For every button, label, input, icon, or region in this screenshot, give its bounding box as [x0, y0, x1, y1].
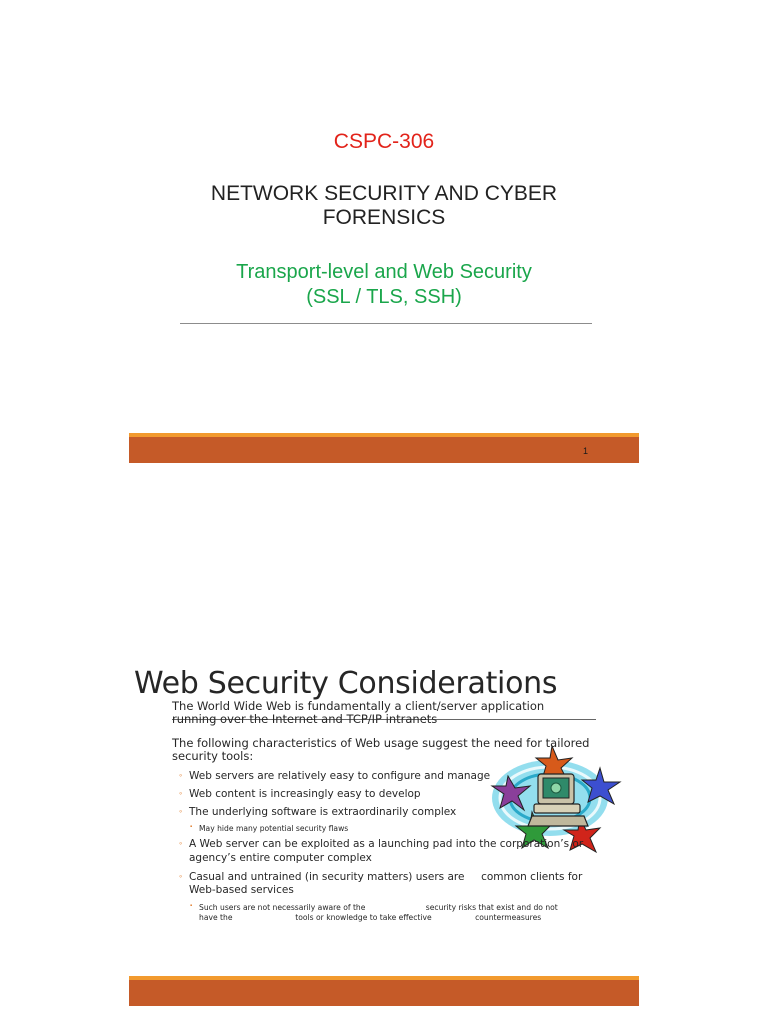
bullet-item: Web servers are relatively easy to configure and manage	[189, 770, 491, 782]
bullet-marker: ◦	[179, 806, 183, 816]
topic-subtitle	[150, 260, 618, 310]
para2-line2: security tools:	[172, 749, 254, 763]
slide2-title: Web Security Considerations	[134, 666, 558, 701]
sub-bullet-marker: ▪	[190, 903, 193, 909]
para1-line2: running over the Internet and TCP/IP intranets	[172, 712, 438, 726]
bullet-item-line1: Casual and untrained (in security matters) users are common clients for	[189, 871, 583, 883]
sub-bullet-item-line1: Such users are not necessarily aware of the security risks that exist and do not	[199, 903, 558, 912]
slide1-footer-band	[129, 437, 639, 463]
title-divider	[180, 323, 592, 324]
bullet-item-line2: Web-based services	[189, 884, 294, 896]
para2-line1: The following characteristics of Web usage suggest the need for tailored	[172, 736, 590, 750]
sub-bullet-item-line2: have the tools or knowledge to take effective countermeasures	[199, 913, 542, 922]
bullet-marker: ◦	[179, 770, 183, 780]
topic-line2: (SSL / TLS, SSH)	[306, 286, 462, 308]
bullet-marker: ◦	[179, 871, 183, 881]
course-name-line1: NETWORK SECURITY AND CYBER	[210, 182, 558, 205]
bullet-item: The underlying software is extraordinarily complex	[189, 806, 457, 818]
slide-number: 1	[583, 446, 589, 456]
topic-line1: Transport-level and Web Security	[236, 261, 532, 283]
course-code: CSPC-306	[333, 130, 435, 153]
sub-bullet-item: May hide many potential security flaws	[199, 824, 349, 833]
para1-line1: The World Wide Web is fundamentally a client/server application	[172, 699, 545, 713]
bullet-marker: ◦	[179, 838, 183, 848]
sub-bullet-marker: ▪	[190, 824, 193, 830]
course-name	[150, 182, 618, 230]
bullet-item: Web content is increasingly easy to develop	[189, 788, 421, 800]
course-name-line2: FORENSICS	[322, 206, 446, 229]
bullet-marker: ◦	[179, 788, 183, 798]
slide2-footer-band	[129, 980, 639, 1006]
bullet-item-line2: agency’s entire computer complex	[189, 852, 372, 864]
bullet-item-line1: A Web server can be exploited as a launching pad into the corporation’s or	[189, 838, 584, 850]
